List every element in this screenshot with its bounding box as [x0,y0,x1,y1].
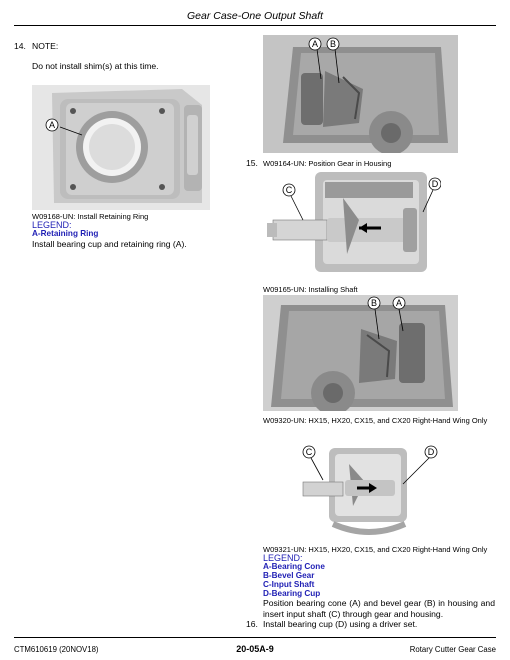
step-14-heading: NOTE: [32,41,59,51]
legend-title: LEGEND: [263,553,303,563]
callout-a: A [395,298,403,308]
input-shaft-photo [293,440,441,540]
header-rule [14,25,496,26]
step-14-instruction: Install bearing cup and retaining ring (A). [32,239,187,249]
legend-item: A-Retaining Ring [32,229,99,238]
step-14-note: Do not install shim(s) at this time. [32,61,159,71]
figure-caption: W09165-UN: Installing Shaft [263,285,358,294]
legend-title: LEGEND: [32,220,72,230]
legend-item: D-Bearing Cup [263,589,321,598]
step-15-number: 15. [246,158,258,168]
legend-item: A-Bearing Cone [263,562,325,571]
step-16-instruction: Install bearing cup (D) using a driver set. [263,619,418,629]
callout-a: A [311,39,319,49]
position-gear-photo [263,35,458,153]
callout-d: D [427,447,435,457]
callout-c: C [305,447,313,457]
bevel-gear-photo [263,295,458,411]
callout-d: D [431,179,439,189]
footer-doc-id: CTM610619 (20NOV18) [14,645,99,654]
callout-b: B [329,39,337,49]
callout-c: C [285,185,293,195]
step-15-instruction: Position bearing cone (A) and bevel gear (B) in housing and insert input shaft (C) through gear and housing. [263,598,495,619]
page-title: Gear Case-One Output Shaft [187,10,323,22]
figure-caption: W09164-UN: Position Gear in Housing [263,159,392,168]
legend-item: B-Bevel Gear [263,571,315,580]
retaining-ring-photo [32,85,210,210]
callout-a: A [48,120,56,130]
figure-caption: W09321-UN: HX15, HX20, CX15, and CX20 Right-Hand Wing Only [263,545,488,554]
installing-shaft-photo [263,168,441,281]
callout-b: B [370,298,378,308]
legend-item: C-Input Shaft [263,580,315,589]
footer-page-number: 20-05A-9 [236,644,274,654]
figure-caption: W09320-UN: HX15, HX20, CX15, and CX20 Right-Hand Wing Only [263,416,488,425]
figure-caption: W09168-UN: Install Retaining Ring [32,212,149,221]
step-14-number: 14. [14,41,26,51]
footer-section: Rotary Cutter Gear Case [409,645,496,654]
footer-rule [14,637,496,638]
step-16-number: 16. [246,619,258,629]
